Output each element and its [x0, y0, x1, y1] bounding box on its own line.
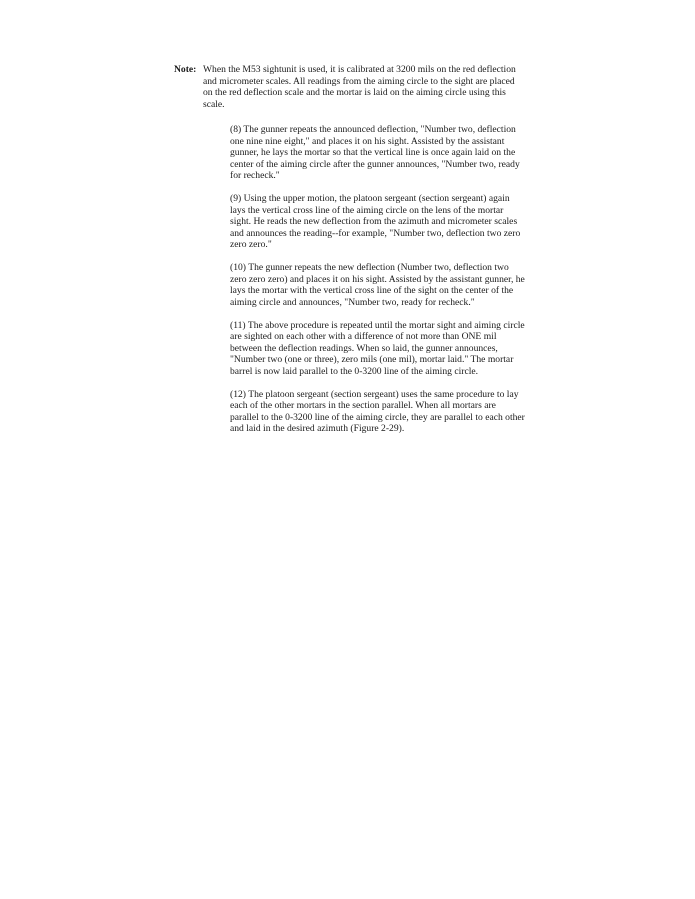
procedure-steps: [230, 124, 526, 446]
step-paragraph: (10) The gunner repeats the new deflection (Number two, deflection two zero zero zero) and places it on his sight. Assisted by the assistant gunner, he lays the mortar with the vertical cross line of the sight on the center of the aiming circle and announces, "Number two, ready for recheck.": [230, 262, 525, 308]
note-text: When the M53 sightunit is used, it is calibrated at 3200 mils on the red deflection and micrometer scales. All readings from the aiming circle to the sight are placed on the red deflection scale and the mortar is laid on the aiming circle using this scale.: [203, 64, 516, 110]
note-label: Note:: [174, 64, 197, 75]
step-paragraph: (12) The platoon sergeant (section sergeant) uses the same procedure to lay each of the other mortars in the section parallel. When all mortars are parallel to the 0-3200 line of the aiming circle, they are parallel to each other and laid in the desired azimuth (Figure 2-29).: [230, 388, 525, 434]
step-paragraph: (11) The above procedure is repeated until the mortar sight and aiming circle are sighted on each other with a difference of not more than ONE mil between the deflection readings. When so laid, the gunner announces, "Number two (one or three), zero mils (one mil), mortar laid." The mortar barrel is now laid parallel to the 0-3200 line of the aiming circle.: [230, 319, 525, 377]
step-paragraph: (9) Using the upper motion, the platoon sergeant (section sergeant) again lays the vertical cross line of the aiming circle on the lens of the mortar sight. He reads the new deflection from the azimuth and micrometer scales and announces the reading--for example, "Number two, deflection two zero zero zero.": [230, 193, 521, 250]
step-paragraph: (8) The gunner repeats the announced deflection, "Number two, deflection one nine nine eight," and places it on his sight. Assisted by the assistant gunner, he lays the mortar so that the vertical line is once again laid on the center of the aiming circle after the gunner announces, "Number two, ready for recheck.": [230, 124, 520, 181]
